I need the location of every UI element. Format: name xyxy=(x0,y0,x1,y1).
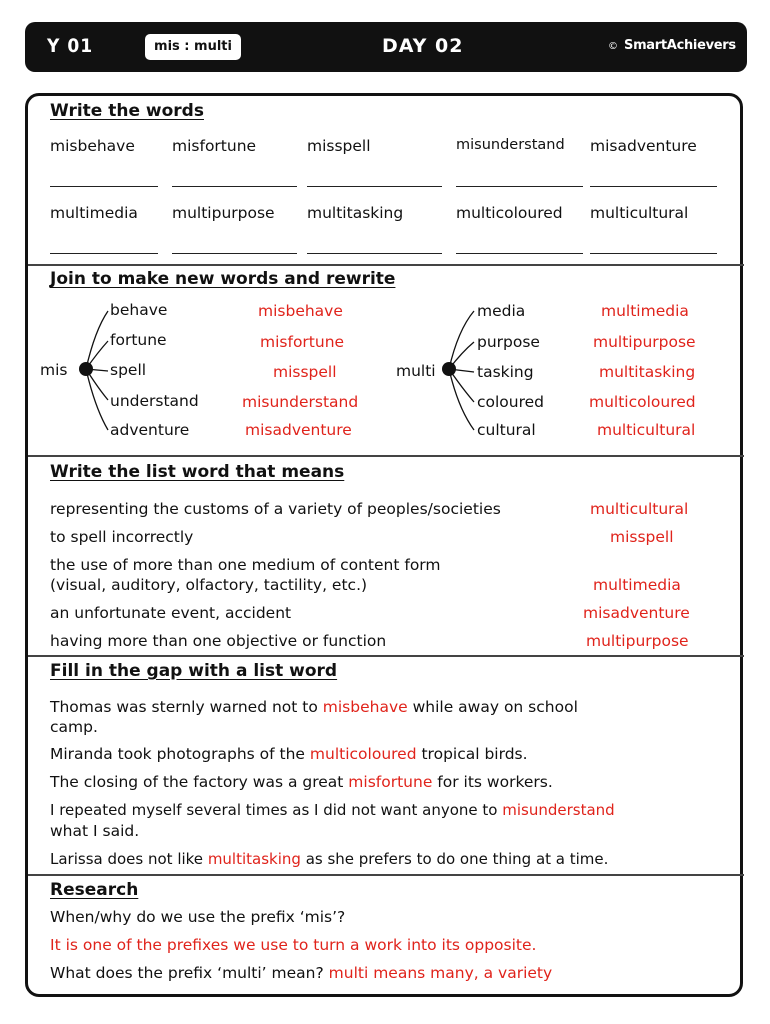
sentence: Miranda took photographs of the multicoloured tropical birds. xyxy=(50,745,528,763)
section-title-gap: Fill in the gap with a list word xyxy=(50,661,338,681)
word: multipurpose xyxy=(172,204,275,222)
word: misfortune xyxy=(172,137,257,155)
question: When/why do we use the prefix ‘mis’? xyxy=(50,908,346,926)
word: multicoloured xyxy=(456,204,563,222)
prefix-mis: mis xyxy=(40,361,68,379)
prefix-multi: multi xyxy=(396,362,436,380)
root: media xyxy=(477,302,526,320)
answer: multipurpose xyxy=(586,632,689,650)
root: spell xyxy=(110,361,147,379)
root: understand xyxy=(110,392,199,410)
answer: multicultural xyxy=(590,500,689,518)
answer: multipurpose xyxy=(593,333,696,351)
answer: misfortune xyxy=(260,333,345,351)
question: What does the prefix ‘multi’ mean? multi means many, a variety xyxy=(50,964,553,982)
sentence: Larissa does not like multitasking as she prefers to do one thing at a time. xyxy=(50,850,609,868)
definition: to spell incorrectly xyxy=(50,528,194,546)
root: coloured xyxy=(477,393,545,411)
topic-tag: mis : multi xyxy=(145,34,241,60)
answer: multitasking xyxy=(599,363,696,381)
join-node xyxy=(79,362,93,376)
word: misspell xyxy=(307,137,371,155)
section-title-join: Join to make new words and rewrite xyxy=(50,269,396,289)
definition: an unfortunate event, accident xyxy=(50,604,292,622)
answer: misspell xyxy=(273,363,337,381)
root: fortune xyxy=(110,331,167,349)
root: cultural xyxy=(477,421,536,439)
section-title-research: Research xyxy=(50,880,139,900)
definition: (visual, auditory, olfactory, tactility, etc.) xyxy=(50,576,368,594)
day-label: DAY 02 xyxy=(382,35,464,57)
join-node xyxy=(442,362,456,376)
sentence: Thomas was sternly warned not to misbehave while away on school xyxy=(50,698,578,716)
definition: the use of more than one medium of content form xyxy=(50,556,441,574)
sentence-cont: camp. xyxy=(50,718,98,736)
brand-logo: © SmartAchievers xyxy=(608,38,736,53)
word: multitasking xyxy=(307,204,404,222)
answer: It is one of the prefixes we use to turn a work into its opposite. xyxy=(50,936,537,954)
answer: misbehave xyxy=(258,302,343,320)
word: multicultural xyxy=(590,204,689,222)
answer: misspell xyxy=(610,528,674,546)
definition: having more than one objective or function xyxy=(50,632,387,650)
section-title-means: Write the list word that means xyxy=(50,462,345,482)
sentence: I repeated myself several times as I did not want anyone to misunderstand xyxy=(50,801,615,819)
answer: misunderstand xyxy=(242,393,359,411)
section-title-write: Write the words xyxy=(50,101,204,121)
definition: representing the customs of a variety of peoples/societies xyxy=(50,500,501,518)
root: purpose xyxy=(477,333,540,351)
answer: multimedia xyxy=(593,576,681,594)
answer: misadventure xyxy=(583,604,690,622)
year-label: Y 01 xyxy=(47,35,94,57)
sentence: The closing of the factory was a great misfortune for its workers. xyxy=(50,773,553,791)
word: misadventure xyxy=(590,137,697,155)
word: multimedia xyxy=(50,204,138,222)
root: adventure xyxy=(110,421,190,439)
answer: misadventure xyxy=(245,421,352,439)
sentence-cont: what I said. xyxy=(50,822,140,840)
answer: multicoloured xyxy=(589,393,696,411)
answer: multimedia xyxy=(601,302,689,320)
root: behave xyxy=(110,301,168,319)
root: tasking xyxy=(477,363,534,381)
answer: multicultural xyxy=(597,421,696,439)
word: misunderstand xyxy=(456,137,565,153)
word: misbehave xyxy=(50,137,135,155)
